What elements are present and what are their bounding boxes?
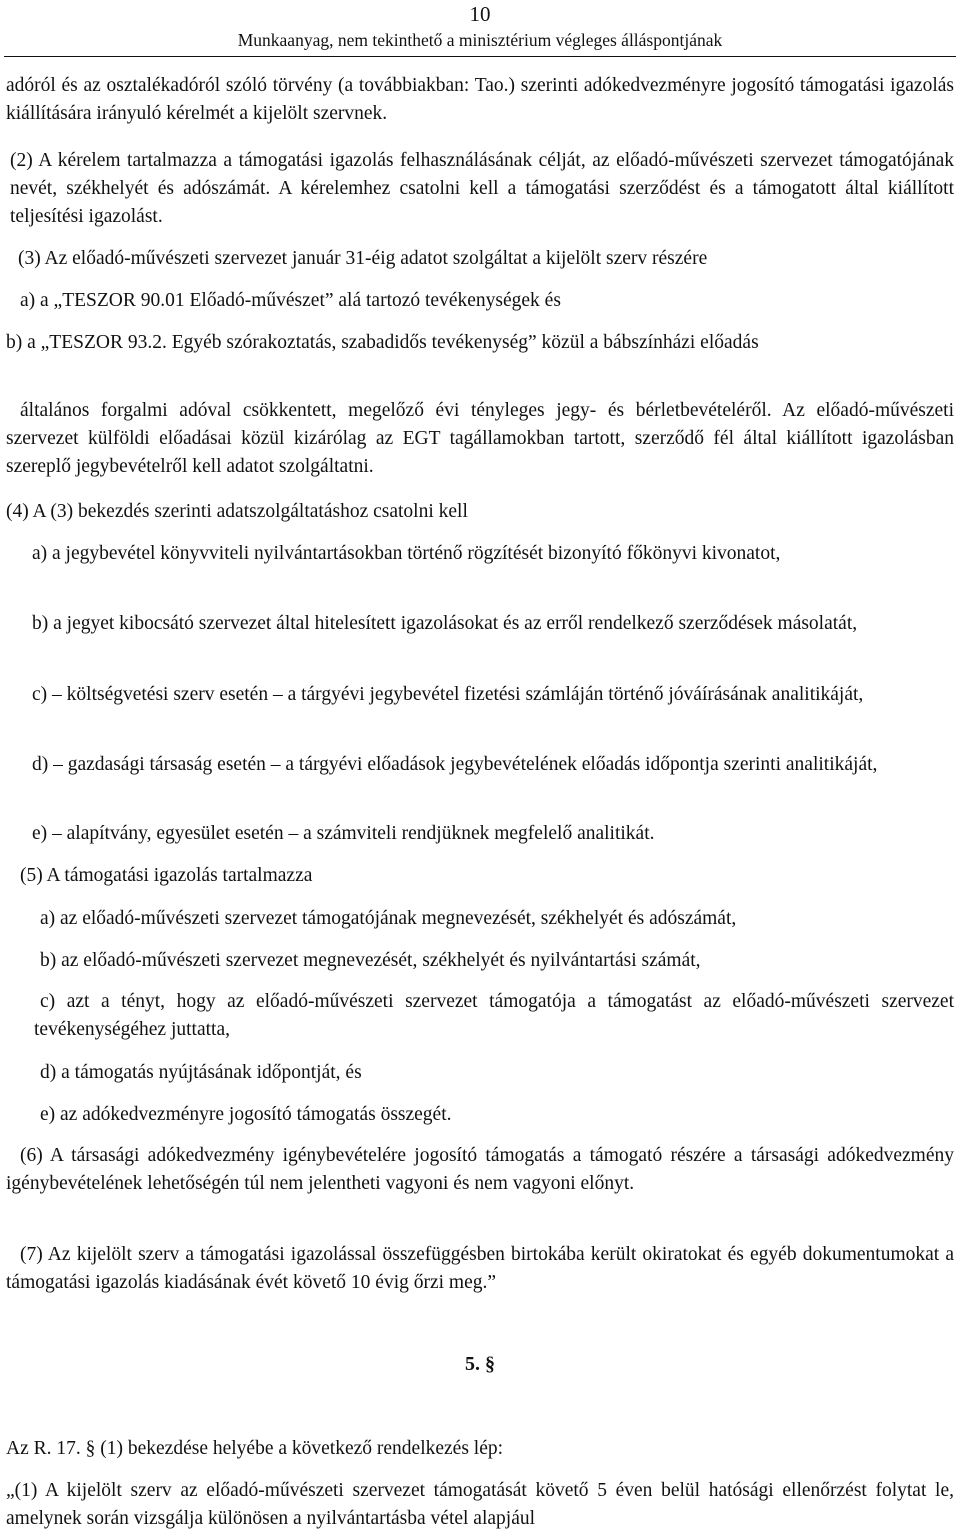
paragraph-5: (5) A támogatási igazolás tartalmazza: [20, 865, 313, 886]
paragraph-intro: adóról és az osztalékadóról szóló törvény (a továbbiakban: Tao.) szerinti adókedvezményre jogosító támogatási igazolás kiállítására irányuló kérelmét a kijelölt szervnek.: [6, 75, 954, 124]
paragraph-3-continuation: általános forgalmi adóval csökkentett, megelőző évi tényleges jegy- és bérletbevételéről. Az előadó-művészeti szervezet külföldi előadásai közül kizárólag az EGT tagállamokban tartott, szerződő fél által kiállított igazolásban szereplő jegybevételről kell adatot szolgáltatni.: [6, 400, 954, 477]
paragraph-4-e: e) – alapítvány, egyesület esetén – a számviteli rendjüknek megfelelő analitikát.: [32, 823, 655, 844]
paragraph-6: (6) A társasági adókedvezmény igénybevételére jogosító támogatás a támogató részére a társasági adókedvezmény igénybevételének lehetőségén túl nem jelentheti vagyoni és nem vagyoni előnyt.: [6, 1145, 954, 1194]
paragraph-quoted-1: „(1) A kijelölt szerv az előadó-művészeti szervezet támogatását követő 5 éven belül hatósági ellenőrzést folytat le, amelynek során vizsgálja különösen a nyilvántartásba vétel alapjául: [6, 1480, 954, 1529]
paragraph-4-c: c) – költségvetési szerv esetén – a tárgyévi jegybevétel fizetési számláján történő jóváírásának analitikáját,: [32, 684, 864, 705]
paragraph-4-b: b) a jegyet kibocsátó szervezet által hitelesített igazolásokat és az erről rendelkező szerződések másolatát,: [32, 613, 858, 634]
paragraph-7: (7) Az kijelölt szerv a támogatási igazolással összefüggésben birtokába került okiratokat és egyéb dokumentumokat a támogatási igazolás kiadásának évét követő 10 évig őrzi meg.”: [6, 1244, 954, 1293]
paragraph-5-b: b) az előadó-művészeti szervezet megnevezését, székhelyét és nyilvántartási számát,: [40, 950, 701, 971]
paragraph-3: (3) Az előadó-művészeti szervezet január 31-éig adatot szolgáltat a kijelölt szerv részére: [18, 248, 708, 269]
paragraph-5-a: a) az előadó-művészeti szervezet támogatójának megnevezését, székhelyét és adószámát,: [40, 908, 737, 929]
paragraph-r17: Az R. 17. § (1) bekezdése helyébe a következő rendelkezés lép:: [6, 1438, 504, 1459]
section-heading: 5. §: [465, 1353, 495, 1375]
paragraph-3-a: a) a „TESZOR 90.01 Előadó-művészet” alá tartozó tevékenységek és: [20, 290, 561, 311]
paragraph-3-b: b) a „TESZOR 93.2. Egyéb szórakoztatás, szabadidős tevékenység” közül a bábszínházi előadás: [6, 332, 759, 353]
paragraph-2: (2) A kérelem tartalmazza a támogatási igazolás felhasználásának célját, az előadó-művészeti szervezet támogatójának nevét, székhelyét és adószámát. A kérelemhez csatolni kell a támogatási szerződést és a támogatott által kiállított teljesítési igazolást.: [10, 150, 954, 227]
paragraph-5-d: d) a támogatás nyújtásának időpontját, és: [40, 1062, 362, 1083]
paragraph-5-e: e) az adókedvezményre jogosító támogatás összegét.: [40, 1104, 452, 1125]
page-number: 10: [469, 2, 491, 26]
paragraph-4: (4) A (3) bekezdés szerinti adatszolgáltatáshoz csatolni kell: [6, 501, 468, 522]
paragraph-5-c: c) azt a tényt, hogy az előadó-művészeti szervezet támogatója a támogatást az előadó-művészeti szervezet tevékenységéhez juttatta,: [34, 991, 954, 1040]
header-subtitle: Munkaanyag, nem tekinthető a minisztérium végleges álláspontjának: [237, 30, 723, 50]
header-divider: [4, 56, 956, 57]
paragraph-4-a: a) a jegybevétel könyvviteli nyilvántartásokban történő rögzítését bizonyító főkönyvi kivonatot,: [32, 543, 781, 564]
paragraph-4-d: d) – gazdasági társaság esetén – a tárgyévi előadások jegybevételének előadás időpontja szerinti analitikáját,: [32, 754, 878, 775]
